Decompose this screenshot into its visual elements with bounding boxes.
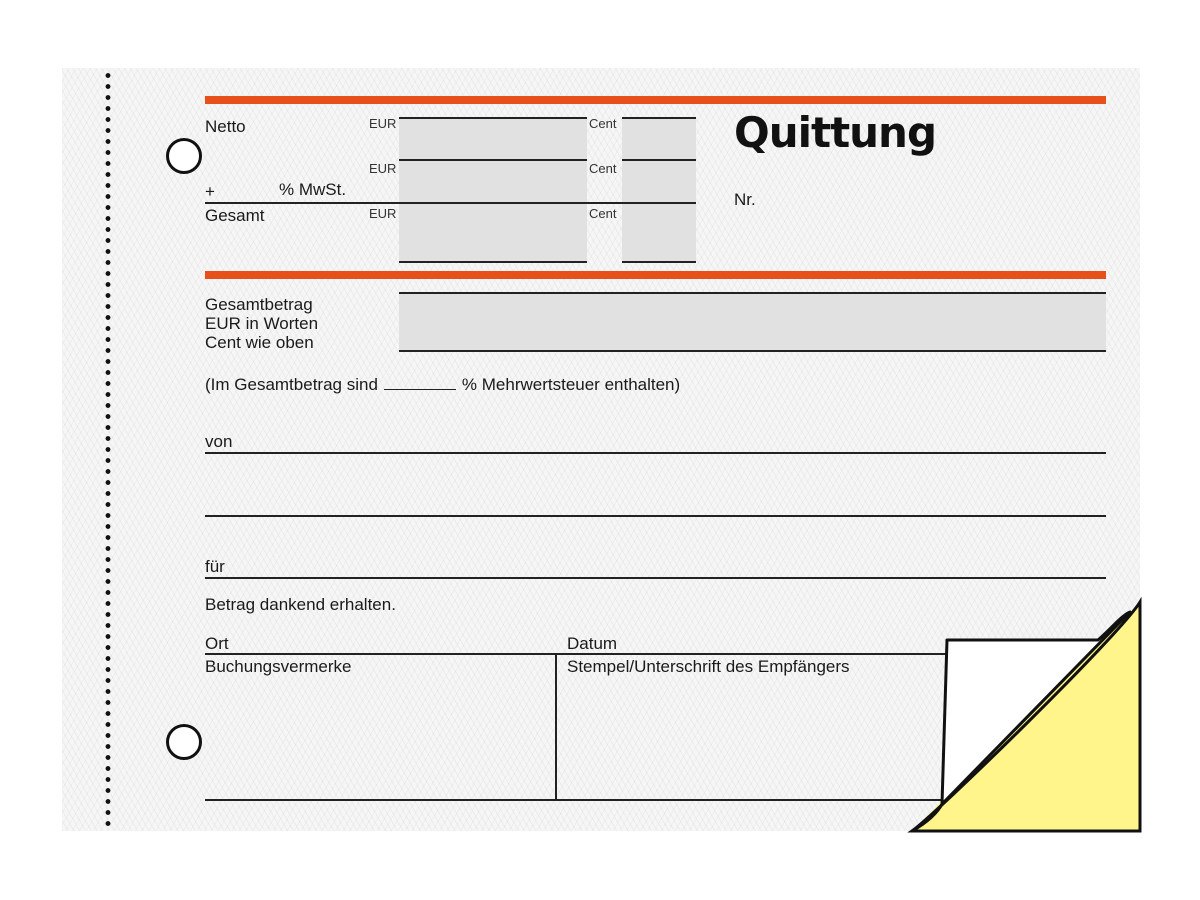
vat-note-after: % Mehrwertsteuer enthalten) (461, 375, 681, 394)
fuer-label: für (205, 557, 225, 576)
received-text: Betrag dankend erhalten. (205, 595, 396, 614)
cent-label-2: Cent (589, 161, 617, 176)
ort-label: Ort (205, 634, 229, 653)
stempel-label: Stempel/Unterschrift des Empfängers (567, 657, 850, 676)
von-label: von (205, 432, 233, 451)
gesamt-label: Gesamt (205, 206, 265, 225)
cent-label-1: Cent (589, 116, 617, 131)
datum-label: Datum (567, 634, 618, 653)
plus-sign: + (205, 182, 215, 201)
words-label-line1: Gesamtbetrag (205, 295, 313, 314)
words-label-line2: EUR in Worten (205, 314, 319, 333)
currency-label-1: EUR (369, 116, 397, 131)
page-title: Quittung (734, 108, 937, 157)
vat-note-before: (Im Gesamtbetrag sind (205, 375, 378, 394)
cent-label-3: Cent (589, 206, 617, 221)
netto-label: Netto (205, 117, 246, 136)
currency-label-2: EUR (369, 161, 397, 176)
words-label-line3: Cent wie oben (205, 333, 314, 352)
buchung-label: Buchungsvermerke (205, 657, 352, 676)
mwst-label: % MwSt. (279, 180, 347, 199)
nr-label: Nr. (734, 190, 756, 209)
currency-label-3: EUR (369, 206, 397, 221)
